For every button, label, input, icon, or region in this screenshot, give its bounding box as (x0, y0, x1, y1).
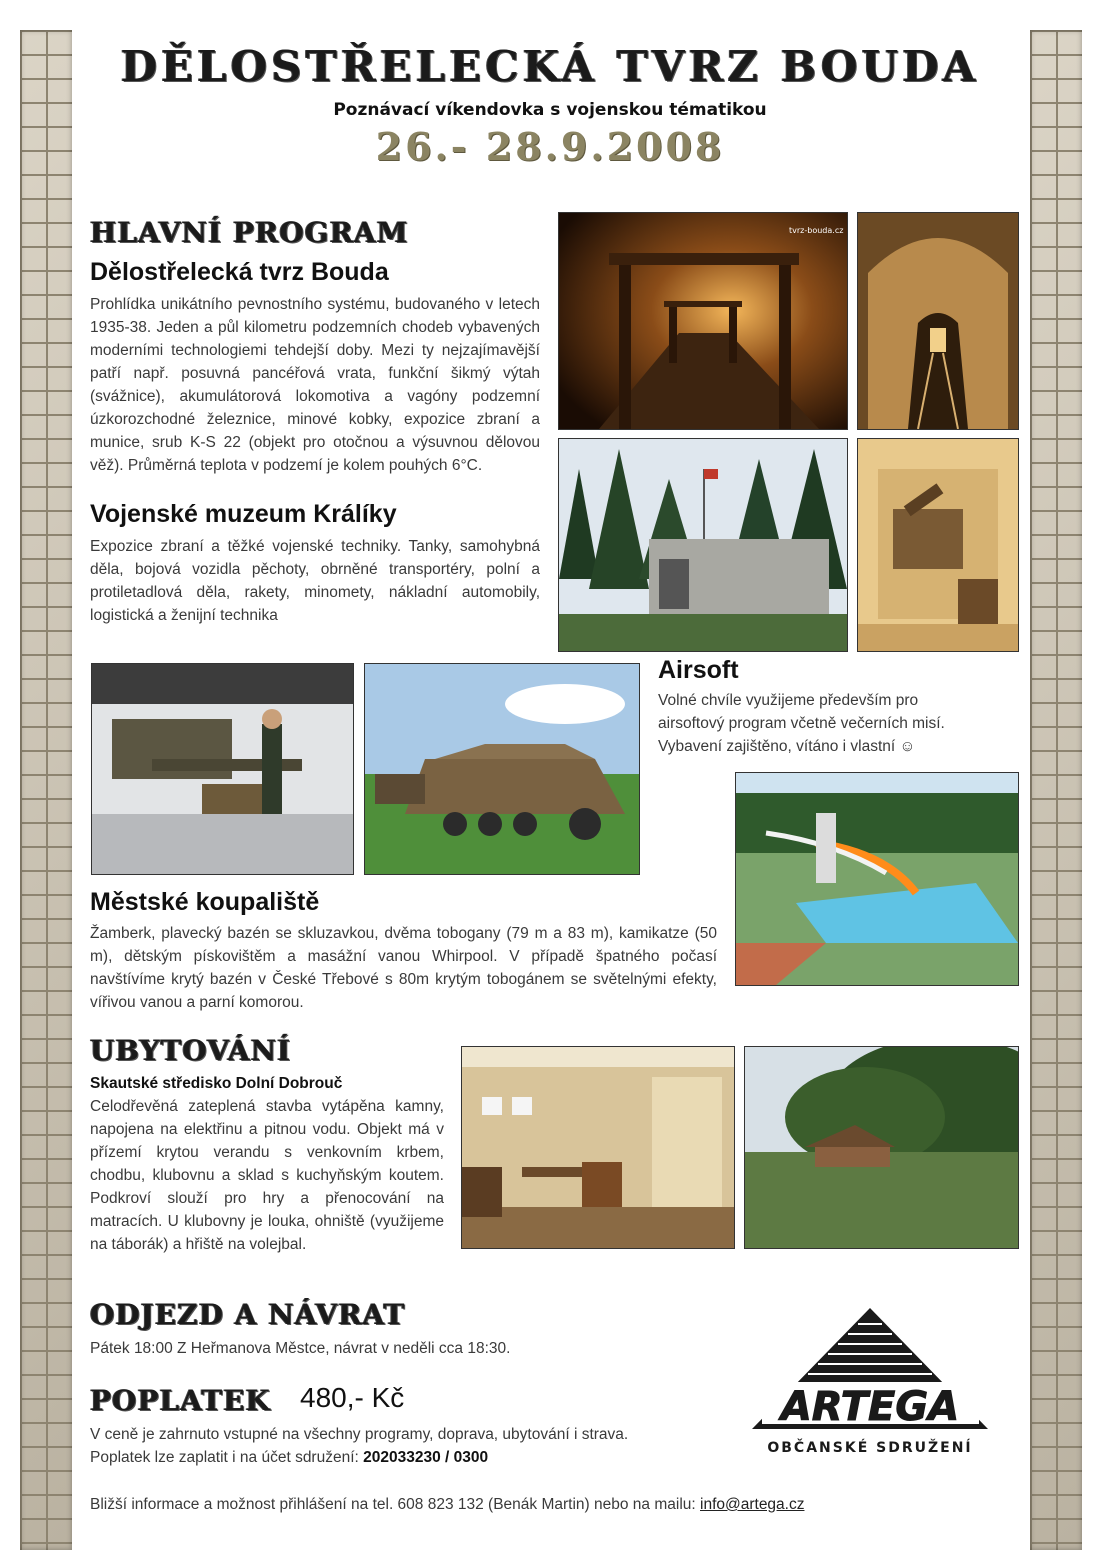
left-stone-border (20, 30, 72, 1550)
turret-photo (857, 438, 1019, 652)
travel-text: Pátek 18:00 Z Heřmanova Městce, návrat v neděli cca 18:30. (90, 1340, 511, 1357)
contact-line (90, 1493, 990, 1516)
museum-photo (91, 663, 354, 875)
travel-heading: ODJEZD A NÁVRAT (90, 1298, 406, 1331)
email-link[interactable]: info@artega.cz (700, 1496, 805, 1513)
page-title: DĚLOSTŘELECKÁ TVRZ BOUDA (120, 42, 980, 91)
corridor-photo (857, 212, 1019, 430)
fee-line1: V ceně je zahrnuto vstupné na všechny programy, doprava, ubytování i strava. (90, 1426, 629, 1443)
accommodation-place: Skautské středisko Dolní Dobrouč (90, 1075, 343, 1092)
accommodation-heading: UBYTOVÁNÍ (90, 1034, 292, 1067)
bouda-title: Dělostřelecká tvrz Bouda (90, 258, 389, 286)
halftrack-photo (364, 663, 640, 875)
tunnel-photo (558, 212, 848, 430)
artega-logo (748, 1304, 993, 1462)
main-program-heading: HLAVNÍ PROGRAM (90, 216, 409, 249)
logo-subtitle: OBČANSKÉ SDRUŽENÍ (767, 1440, 973, 1456)
fee-amount: 480,- Kč (300, 1382, 405, 1413)
cabin-photo (744, 1046, 1019, 1249)
pool-photo (735, 772, 1019, 986)
bouda-text: Prohlídka unikátního pevnostního systému, budovaného v letech 1935-38. Jeden a půl kilometru podzemních chodeb vybavených moderními technologiemi tehdejší doby. Mezi ty nejzajímavější patří např. posuvná pancéřová vrata, funkční šikmý výtah (svážnice), akumulátorová lokomotiva a vagóny podzemní úzkorozchodné železnice, minové kobky, expozice zbraní a munice, srub K-S 22 (objekt pro otočnou a výsuvnou dělovou věž). Průměrná teplota v podzemí je kolem pouhých 6°C. (90, 296, 540, 474)
pool-title: Městské koupaliště (90, 888, 320, 916)
accommodation-text: Celodřevěná zateplená stavba vytápěna kamny, napojena na elektřinu a pitnou vodu. Objekt má v přízemí krytou verandu s venkovním krbem, chodbu, klubovnu a sklad s kuchyňským koutem. Podkroví slouží pro hry a přenocování na matracích. U klubovny je louka, ohniště (využijeme na táborák) a hřiště na volejbal. (90, 1098, 444, 1253)
fee-account: 202033230 / 0300 (363, 1449, 489, 1466)
bunker-photo (558, 438, 848, 652)
contact-prefix: Bližší informace a možnost přihlášení na tel. 608 823 132 (Benák Martin) nebo na mailu: (90, 1496, 700, 1513)
fee-heading: POPLATEK (90, 1384, 271, 1417)
page-subtitle: Poznávací víkendovka s vojenskou tématikou (333, 100, 767, 120)
airsoft-text: Volné chvíle využijeme především pro airsoftový program včetně večerních misí. Vybavení zajištěno, vítáno i vlastní ☺ (658, 692, 945, 755)
fee-line2 (90, 1446, 730, 1469)
fee-line2-prefix: Poplatek lze zaplatit i na účet sdružení: (90, 1449, 364, 1466)
event-date: 26.- 28.9.2008 (375, 124, 725, 169)
right-stone-border (1030, 30, 1082, 1550)
tunnel-watermark: tvrz-bouda.cz (789, 226, 844, 235)
logo-name: ARTEGA (780, 1384, 960, 1430)
museum-text: Expozice zbraní a těžké vojenské techniky. Tanky, samohybná děla, bojová vozidla pěchoty, obrněné transportéry, polní a protiletadlová děla, rakety, minomety, nákladní automobily, logistická a ženijní technika (90, 538, 540, 624)
museum-title: Vojenské muzeum Králíky (90, 500, 397, 528)
pool-text: Žamberk, plavecký bazén se skluzavkou, dvěma tobogany (79 m a 83 m), kamikatze (50 m), dětským pískovištěm a masážní vanou Whirpool. V případě špatného počasí navštívíme krytý bazén v České Třebové s 80m krytým tobogánem se světelnými efekty, vířivou vanou a parní komorou. (90, 925, 717, 1011)
clubroom-photo (461, 1046, 735, 1249)
airsoft-title: Airsoft (658, 656, 739, 684)
